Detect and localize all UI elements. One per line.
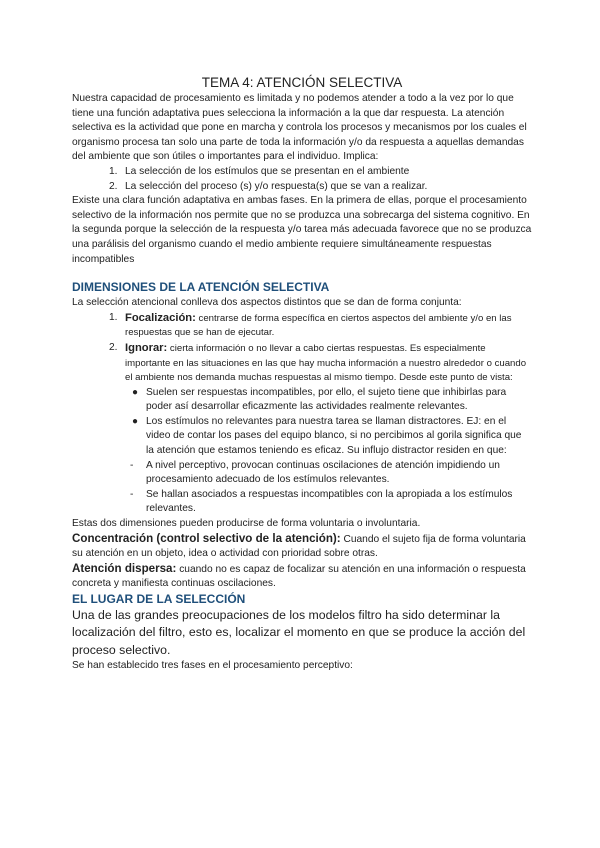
intro-paragraph: Nuestra capacidad de procesamiento es limitada y no podemos atender a todo a la vez por lo que tiene una función adaptativa pues selecciona la información a la que dar respuesta. La atención selectiva es la actividad que pone en marcha y controla los procesos y mecanismos por los cuales el organismo procesa tan solo una parte de toda la información y/o da respuesta a aquellas demandas del ambiente que son útiles o importantes para el individuo. Implica:: [72, 93, 527, 163]
dash-icon: -: [130, 488, 134, 500]
item-term: Focalización:: [125, 311, 196, 324]
section-heading-dimensiones: DIMENSIONES DE LA ATENCIÓN SELECTIVA: [72, 280, 330, 295]
bullet-text: Los estímulos no relevantes para nuestra tarea se llaman distractores. EJ: en el video de contar los pases del equipo blanco, si no percibimos al gorila significa que la atención que estamos teniendo es eficaz. Su influjo distractor residen en que:: [146, 415, 522, 457]
concentracion-text: Cuando el sujeto fija de forma voluntaria su atención en un objeto, idea o actividad con prioridad sobre otras.: [72, 533, 526, 560]
bullet-item: [72, 415, 532, 459]
document-content: [72, 74, 532, 674]
item-text: centrarse de forma específica en ciertos aspectos del ambiente y/o en las respuestas que se han de ejecutar.: [125, 312, 512, 339]
dispersa-paragraph: [72, 562, 532, 592]
bullet-item: [72, 386, 532, 415]
item-text: cierta información o no llevar a cabo ciertas respuestas. Es especialmente importante en las situaciones en las que hay mucha información a nuestro alrededor o cuando el ambiente nos demanda muchas respuestas al mismo tiempo. Desde este punto de vista:: [125, 342, 527, 384]
dimension-item-ignorar: [72, 341, 532, 386]
dimensiones-lead: La selección atencional conlleva dos aspectos distintos que se dan de forma conjunta:: [72, 297, 462, 309]
dimensiones-closing: Estas dos dimensiones pueden producirse de forma voluntaria o involuntaria.: [72, 518, 421, 530]
bullet-icon: ●: [132, 386, 139, 398]
dash-icon: -: [130, 459, 134, 471]
item-term: Ignorar:: [125, 341, 168, 354]
dimension-item-focalizacion: [72, 311, 532, 341]
dash-item: [72, 459, 532, 488]
implica-item-2: [72, 180, 532, 195]
bullet-text: Suelen ser respuestas incompatibles, por ello, el sujeto tiene que inhibirlas para poder así desarrollar eficazmente las actividades realmente relevantes.: [146, 386, 507, 413]
page-title: TEMA 4: ATENCIÓN SELECTIVA: [201, 75, 403, 90]
dash-text: Se hallan asociados a respuestas incompatibles con la apropiada a los estímulos relevantes.: [146, 488, 513, 515]
dispersa-term: Atención dispersa:: [72, 561, 177, 575]
section-heading-lugar: EL LUGAR DE LA SELECCIÓN: [72, 592, 246, 606]
item-number: 1.: [109, 311, 118, 323]
item-text: La selección de los estímulos que se presentan en el ambiente: [125, 165, 410, 177]
item-number: 1.: [109, 165, 118, 177]
dash-text: A nivel perceptivo, provocan continuas oscilaciones de atención impidiendo un procesamiento adecuado de los estímulos relevantes.: [146, 459, 500, 486]
item-text: La selección del proceso (s) y/o respuesta(s) que se van a realizar.: [125, 180, 428, 192]
concentracion-paragraph: [72, 532, 532, 562]
dispersa-text: cuando no es capaz de focalizar su atención en una información o respuesta concreta y manifiesta continuas oscilaciones.: [72, 563, 526, 590]
adaptive-function-paragraph: Existe una clara función adaptativa en ambas fases. En la primera de ellas, porque el procesamiento selectivo de la información nos permite que no se produzca una sobrecarga del sistema cognitivo. En la segunda porque la selección de la respuesta y/o tarea más adecuada favorece que no se produzca una parálisis del organismo cuando el medio ambiente requiere simultáneamente respuestas incompatibles: [72, 195, 532, 265]
item-number: 2.: [109, 341, 118, 353]
item-number: 2.: [109, 180, 118, 192]
bullet-icon: ●: [132, 415, 139, 427]
implica-item-1: [72, 165, 532, 180]
dash-item: [72, 488, 532, 517]
concentracion-term: Concentración (control selectivo de la atención):: [72, 531, 341, 545]
fases-paragraph: Se han establecido tres fases en el procesamiento perceptivo:: [72, 660, 353, 672]
lugar-paragraph: Una de las grandes preocupaciones de los modelos filtro ha sido determinar la localización del filtro, esto es, localizar el momento en que se produce la acción del proceso selectivo.: [72, 608, 526, 657]
